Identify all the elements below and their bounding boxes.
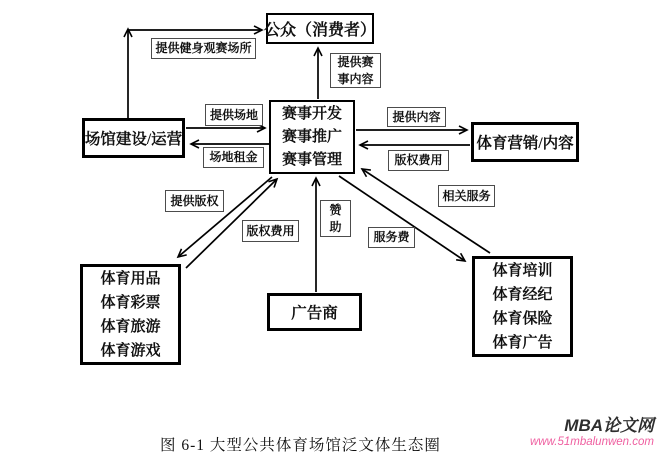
- node-goods: [80, 264, 181, 365]
- edge-label-provide-venue: [205, 104, 263, 126]
- node-public-label: 公众（消费者）: [264, 22, 377, 39]
- arrow-event-to-goods: [178, 177, 272, 257]
- edge-label-sponsorship: [320, 200, 351, 237]
- edge-label-text: 提供版权: [170, 193, 219, 208]
- edge-label-text: 提供健身观赛场所: [155, 41, 252, 56]
- edge-label-text: 服务费: [373, 230, 410, 245]
- edge-label-text: 助: [329, 219, 342, 234]
- edge-label-text: 提供赛: [337, 55, 374, 70]
- node-advertiser: [267, 293, 362, 331]
- edge-label-text: 赞: [329, 203, 342, 218]
- node-event-line: 赛事开发: [281, 105, 342, 122]
- figure-caption: 图 6-1 大型公共体育场馆泛文体生态圈: [160, 437, 441, 454]
- node-public: [264, 13, 377, 44]
- edge-label-text: 版权费用: [246, 223, 295, 238]
- edge-label-related-services: [438, 185, 495, 207]
- watermark-site-name: MBA论文网: [564, 416, 654, 435]
- node-services-line: 体育培训: [492, 262, 553, 279]
- node-event-line: 赛事推广: [281, 128, 342, 145]
- node-marketing-label: 体育营销/内容: [476, 135, 574, 152]
- edge-label-provide-fitness-viewing-venue: [151, 38, 256, 59]
- edge-label-venue-rent: [203, 147, 264, 168]
- edge-label-copyright-fee-right: [388, 150, 449, 171]
- edge-label-provide-content: [387, 107, 446, 127]
- node-services-line: 体育保险: [492, 310, 553, 327]
- node-services: [472, 256, 573, 357]
- node-advertiser-label: 广告商: [291, 305, 338, 322]
- edge-label-text: 版权费用: [394, 153, 443, 168]
- node-goods-line: 体育彩票: [100, 294, 161, 311]
- edge-label-provide-copyright: [165, 190, 224, 212]
- edge-label-text: 事内容: [337, 71, 374, 86]
- node-venue: [82, 118, 185, 158]
- watermark: [530, 416, 654, 449]
- watermark-site-url: www.51mbalunwen.com: [529, 435, 654, 448]
- edge-label-service-fee: [368, 227, 415, 248]
- node-marketing: [471, 122, 579, 162]
- node-goods-line: 体育游戏: [100, 342, 161, 359]
- node-goods-line: 体育旅游: [100, 318, 161, 335]
- node-event-line: 赛事管理: [281, 151, 342, 168]
- edge-label-text: 相关服务: [442, 188, 491, 203]
- node-services-line: 体育经纪: [492, 286, 553, 303]
- node-event: [269, 100, 355, 174]
- edge-label-provide-event-content: [330, 53, 381, 88]
- edge-label-text: 提供内容: [392, 109, 441, 124]
- node-venue-label: 场馆建设/运营: [84, 131, 183, 148]
- node-services-line: 体育广告: [492, 334, 553, 351]
- node-goods-line: 体育用品: [100, 270, 161, 287]
- edge-label-text: 提供场地: [209, 107, 258, 122]
- edge-label-copyright-fee-left: [242, 220, 299, 242]
- edge-label-text: 场地租金: [209, 150, 258, 165]
